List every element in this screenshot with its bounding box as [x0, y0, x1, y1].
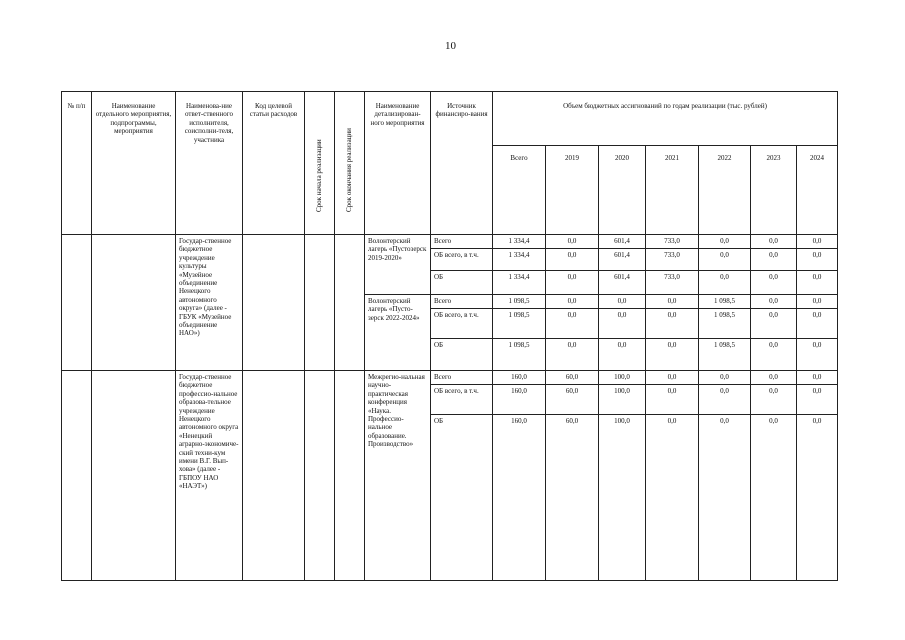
cell-executor: Государ-ственное бюджетное учреждение культуры «Музейное объединение Ненецкого автономного округа» (далее - ГБУК «Музейное объединение НАО»): [176, 235, 243, 371]
cell-detailed-event: Волонтерский лагерь «Пусто-зерск 2022-2024»: [365, 295, 431, 371]
cell-value: 0,0: [751, 385, 797, 415]
cell-value: 0,0: [646, 309, 699, 339]
cell-value: 0,0: [797, 415, 838, 581]
cell-value: 160,0: [493, 385, 546, 415]
header-year-2023: 2023: [751, 146, 797, 235]
cell-source: Всего: [431, 235, 493, 249]
cell-value: 1 334,4: [493, 235, 546, 249]
cell-value: 0,0: [751, 339, 797, 371]
cell-value: 733,0: [646, 235, 699, 249]
cell-start: [305, 371, 335, 581]
cell-value: 0,0: [546, 309, 599, 339]
cell-value: 0,0: [599, 339, 646, 371]
cell-value: 0,0: [646, 385, 699, 415]
cell-value: 1 098,5: [493, 339, 546, 371]
cell-value: 0,0: [546, 339, 599, 371]
cell-value: 1 334,4: [493, 271, 546, 295]
cell-source: ОБ всего, в т.ч.: [431, 309, 493, 339]
table-row: [62, 371, 838, 385]
header-event: Наименование отдельного мероприятия, подпрограммы, мероприятия: [92, 92, 176, 235]
cell-source: ОБ: [431, 339, 493, 371]
cell-value: 0,0: [646, 371, 699, 385]
cell-value: 60,0: [546, 371, 599, 385]
cell-value: 1 334,4: [493, 249, 546, 271]
cell-value: 0,0: [599, 295, 646, 309]
cell-value: 0,0: [646, 295, 699, 309]
cell-value: 1 098,5: [699, 295, 751, 309]
cell-code: [243, 235, 305, 371]
cell-end: [335, 235, 365, 371]
header-num: № п/п: [62, 92, 92, 235]
cell-value: 0,0: [699, 385, 751, 415]
cell-source: ОБ: [431, 415, 493, 581]
cell-value: 0,0: [646, 339, 699, 371]
cell-start: [305, 235, 335, 371]
header-start-text: Срок начала реализации: [315, 139, 324, 212]
cell-value: 1 098,5: [699, 309, 751, 339]
cell-value: 0,0: [797, 309, 838, 339]
cell-value: 60,0: [546, 385, 599, 415]
cell-value: 1 098,5: [493, 295, 546, 309]
table-body: [62, 235, 838, 581]
header-year-total: Всего: [493, 146, 546, 235]
header-year-2022: 2022: [699, 146, 751, 235]
cell-value: 0,0: [699, 249, 751, 271]
page-number: 10: [445, 40, 456, 52]
cell-value: 100,0: [599, 385, 646, 415]
cell-value: 0,0: [546, 295, 599, 309]
cell-value: 0,0: [699, 371, 751, 385]
cell-value: 1 098,5: [699, 339, 751, 371]
cell-value: 0,0: [546, 249, 599, 271]
header-end: [335, 92, 365, 235]
cell-value: 0,0: [751, 295, 797, 309]
header-year-2019: 2019: [546, 146, 599, 235]
cell-value: 733,0: [646, 271, 699, 295]
cell-value: 733,0: [646, 249, 699, 271]
table-row: [62, 235, 838, 249]
cell-value: 1 098,5: [493, 309, 546, 339]
cell-value: 0,0: [751, 309, 797, 339]
cell-value: 0,0: [546, 271, 599, 295]
cell-value: 0,0: [751, 371, 797, 385]
budget-allocation-table: [61, 91, 838, 581]
cell-source: ОБ: [431, 271, 493, 295]
cell-event: [92, 371, 176, 581]
cell-num: [62, 371, 92, 581]
cell-value: 0,0: [599, 309, 646, 339]
cell-value: 0,0: [751, 249, 797, 271]
cell-value: 0,0: [699, 271, 751, 295]
cell-executor: Государ-ственное бюджетное профессио-нальное образова-тельное учреждение Ненецкого автономного округа «Ненецкий аграрно-экономиче-ский техни-кум имени В.Г. Вып-хова» (далее - ГБПОУ НАО «НАЭТ»): [176, 371, 243, 581]
cell-value: 0,0: [797, 339, 838, 371]
cell-value: 0,0: [797, 385, 838, 415]
cell-value: 160,0: [493, 371, 546, 385]
cell-detailed-event: Волонтерский лагерь «Пустозерск 2019-2020»: [365, 235, 431, 295]
cell-value: 0,0: [797, 235, 838, 249]
header-executor: Наименова-ние ответ-ственного исполнителя, соисполни-теля, участника: [176, 92, 243, 235]
cell-value: 0,0: [797, 249, 838, 271]
cell-value: 100,0: [599, 371, 646, 385]
cell-value: 100,0: [599, 415, 646, 581]
header-year-2024: 2024: [797, 146, 838, 235]
header-year-2021: 2021: [646, 146, 699, 235]
cell-value: 0,0: [646, 415, 699, 581]
cell-value: 0,0: [797, 295, 838, 309]
cell-value: 0,0: [699, 415, 751, 581]
cell-value: 0,0: [751, 415, 797, 581]
cell-value: 601,4: [599, 249, 646, 271]
cell-value: 0,0: [797, 371, 838, 385]
header-end-text: Срок окончания реализации: [345, 128, 354, 212]
header-volume: Объем бюджетных ассигнований по годам реализации (тыс. рублей): [493, 92, 838, 146]
cell-value: 601,4: [599, 235, 646, 249]
header-start: [305, 92, 335, 235]
cell-end: [335, 371, 365, 581]
cell-event: [92, 235, 176, 371]
cell-value: 0,0: [797, 271, 838, 295]
cell-value: 0,0: [699, 235, 751, 249]
cell-value: 160,0: [493, 415, 546, 581]
cell-value: 0,0: [546, 235, 599, 249]
header-detailed: Наименование детализирован-ного мероприятия: [365, 92, 431, 235]
cell-source: ОБ всего, в т.ч.: [431, 385, 493, 415]
header-source: Источник финансиро-вания: [431, 92, 493, 235]
header-row-1: [62, 92, 838, 146]
cell-source: Всего: [431, 295, 493, 309]
cell-num: [62, 235, 92, 371]
cell-value: 60,0: [546, 415, 599, 581]
cell-value: 601,4: [599, 271, 646, 295]
cell-code: [243, 371, 305, 581]
cell-value: 0,0: [751, 235, 797, 249]
cell-value: 0,0: [751, 271, 797, 295]
header-year-2020: 2020: [599, 146, 646, 235]
header-code: Код целевой статьи расходов: [243, 92, 305, 235]
cell-source: ОБ всего, в т.ч.: [431, 249, 493, 271]
cell-detailed-event: Межрегио-нальная научно-практическая конференция «Наука. Профессио-нальное образование. Производство»: [365, 371, 431, 581]
cell-source: Всего: [431, 371, 493, 385]
